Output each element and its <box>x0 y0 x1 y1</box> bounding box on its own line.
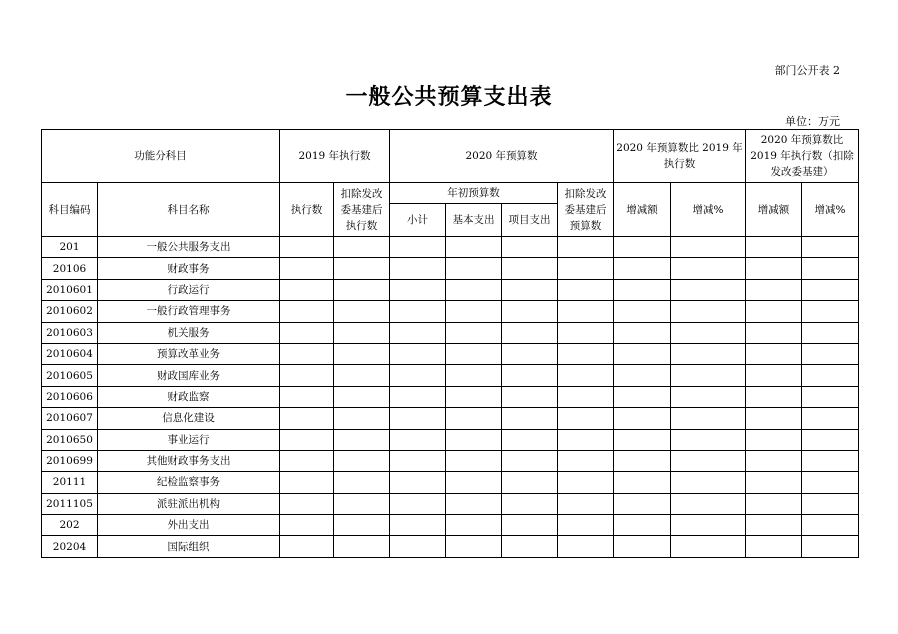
empty-cell <box>746 450 802 471</box>
empty-cell <box>446 237 502 258</box>
empty-cell <box>502 472 558 493</box>
empty-cell <box>334 408 390 429</box>
empty-cell <box>390 472 446 493</box>
empty-cell <box>614 258 671 279</box>
empty-cell <box>446 493 502 514</box>
row-name: 一般行政管理事务 <box>98 301 280 322</box>
empty-cell <box>502 322 558 343</box>
row-name: 信息化建设 <box>98 408 280 429</box>
empty-cell <box>280 515 334 536</box>
unit-label: 单位：万元 <box>785 115 840 128</box>
empty-cell <box>446 343 502 364</box>
header-inc-amt: 增减额 <box>614 183 671 237</box>
empty-cell <box>802 536 859 557</box>
empty-cell <box>446 322 502 343</box>
empty-cell <box>614 365 671 386</box>
empty-cell <box>390 365 446 386</box>
empty-cell <box>558 301 614 322</box>
header-inc-pct: 增减% <box>671 183 746 237</box>
empty-cell <box>334 429 390 450</box>
empty-cell <box>746 515 802 536</box>
empty-cell <box>280 493 334 514</box>
empty-cell <box>446 472 502 493</box>
empty-cell <box>558 536 614 557</box>
empty-cell <box>390 237 446 258</box>
empty-cell <box>614 237 671 258</box>
empty-cell <box>671 365 746 386</box>
empty-cell <box>390 429 446 450</box>
row-name: 国际组织 <box>98 536 280 557</box>
row-name: 机关服务 <box>98 322 280 343</box>
empty-cell <box>280 472 334 493</box>
empty-cell <box>502 386 558 407</box>
row-code: 2010601 <box>42 279 98 300</box>
empty-cell <box>802 301 859 322</box>
empty-cell <box>671 301 746 322</box>
row-code: 20106 <box>42 258 98 279</box>
empty-cell <box>446 429 502 450</box>
row-name: 行政运行 <box>98 279 280 300</box>
row-name: 财政国库业务 <box>98 365 280 386</box>
empty-cell <box>802 343 859 364</box>
table-row <box>42 386 859 407</box>
row-name: 纪检监察事务 <box>98 472 280 493</box>
empty-cell <box>390 515 446 536</box>
empty-cell <box>334 258 390 279</box>
row-code: 2010699 <box>42 450 98 471</box>
row-code: 201 <box>42 237 98 258</box>
empty-cell <box>502 343 558 364</box>
empty-cell <box>802 365 859 386</box>
empty-cell <box>746 279 802 300</box>
empty-cell <box>802 258 859 279</box>
header-cmp-vs-exec-text: 2020 年预算数比 2019 年执行数 <box>616 142 743 170</box>
empty-cell <box>671 536 746 557</box>
row-name: 财政监察 <box>98 386 280 407</box>
empty-cell <box>614 322 671 343</box>
empty-cell <box>671 472 746 493</box>
empty-cell <box>802 515 859 536</box>
table-row <box>42 472 859 493</box>
empty-cell <box>558 322 614 343</box>
empty-cell <box>614 386 671 407</box>
empty-cell <box>614 408 671 429</box>
header-inc-pct-2: 增减% <box>802 183 859 237</box>
empty-cell <box>390 450 446 471</box>
table-row <box>42 322 859 343</box>
row-code: 2010604 <box>42 343 98 364</box>
empty-cell <box>614 515 671 536</box>
table-row <box>42 429 859 450</box>
empty-cell <box>746 472 802 493</box>
empty-cell <box>390 343 446 364</box>
row-code: 2010605 <box>42 365 98 386</box>
table-row <box>42 515 859 536</box>
row-name: 派驻派出机构 <box>98 493 280 514</box>
empty-cell <box>502 515 558 536</box>
empty-cell <box>390 322 446 343</box>
row-code: 20111 <box>42 472 98 493</box>
page-title: 一般公共预算支出表 <box>345 84 553 110</box>
row-name: 预算改革业务 <box>98 343 280 364</box>
empty-cell <box>334 279 390 300</box>
empty-cell <box>334 322 390 343</box>
empty-cell <box>671 258 746 279</box>
header-func-class: 功能分科目 <box>42 130 280 183</box>
empty-cell <box>280 536 334 557</box>
empty-cell <box>746 536 802 557</box>
budget-table <box>41 129 859 558</box>
empty-cell <box>334 536 390 557</box>
empty-cell <box>334 301 390 322</box>
empty-cell <box>558 429 614 450</box>
empty-cell <box>671 515 746 536</box>
empty-cell <box>502 301 558 322</box>
table-row <box>42 237 859 258</box>
row-code: 2010602 <box>42 301 98 322</box>
empty-cell <box>671 343 746 364</box>
empty-cell <box>802 450 859 471</box>
header-project: 项目支出 <box>502 204 558 237</box>
empty-cell <box>280 386 334 407</box>
row-code: 2010603 <box>42 322 98 343</box>
empty-cell <box>671 429 746 450</box>
header-inc-amt-2: 增减额 <box>746 183 802 237</box>
empty-cell <box>446 536 502 557</box>
header-exec: 执行数 <box>280 183 334 237</box>
empty-cell <box>502 279 558 300</box>
row-name: 财政事务 <box>98 258 280 279</box>
empty-cell <box>558 408 614 429</box>
empty-cell <box>502 450 558 471</box>
row-code: 20204 <box>42 536 98 557</box>
empty-cell <box>614 343 671 364</box>
row-code: 202 <box>42 515 98 536</box>
empty-cell <box>280 237 334 258</box>
empty-cell <box>671 493 746 514</box>
header-cmp-vs-exec-adj-text: 2020 年预算数比 2019 年执行数（扣除发改委基建） <box>750 134 854 178</box>
empty-cell <box>390 408 446 429</box>
empty-cell <box>502 237 558 258</box>
empty-cell <box>334 343 390 364</box>
empty-cell <box>280 429 334 450</box>
empty-cell <box>446 450 502 471</box>
empty-cell <box>558 493 614 514</box>
empty-cell <box>280 408 334 429</box>
header-budget-excl <box>558 183 614 237</box>
table-row <box>42 279 859 300</box>
empty-cell <box>671 322 746 343</box>
empty-cell <box>390 493 446 514</box>
table-row <box>42 301 859 322</box>
row-name: 事业运行 <box>98 429 280 450</box>
empty-cell <box>746 301 802 322</box>
empty-cell <box>334 365 390 386</box>
empty-cell <box>446 258 502 279</box>
empty-cell <box>746 493 802 514</box>
empty-cell <box>802 322 859 343</box>
empty-cell <box>671 408 746 429</box>
empty-cell <box>446 301 502 322</box>
form-number: 部门公开表 2 <box>774 64 840 77</box>
empty-cell <box>802 429 859 450</box>
row-code: 2010607 <box>42 408 98 429</box>
empty-cell <box>446 365 502 386</box>
header-exec-2019: 2019 年执行数 <box>280 130 390 183</box>
table-row <box>42 408 859 429</box>
header-cmp-vs-exec-adj <box>746 130 859 183</box>
table-row <box>42 343 859 364</box>
empty-cell <box>558 279 614 300</box>
table-row <box>42 493 859 514</box>
empty-cell <box>280 279 334 300</box>
empty-cell <box>671 450 746 471</box>
row-name: 一般公共服务支出 <box>98 237 280 258</box>
empty-cell <box>334 450 390 471</box>
empty-cell <box>802 493 859 514</box>
empty-cell <box>334 515 390 536</box>
empty-cell <box>280 343 334 364</box>
empty-cell <box>614 472 671 493</box>
table-row <box>42 450 859 471</box>
header-exec-excl-text: 扣除发改委基建后执行数 <box>340 187 383 232</box>
empty-cell <box>280 258 334 279</box>
empty-cell <box>446 408 502 429</box>
empty-cell <box>390 258 446 279</box>
empty-cell <box>558 237 614 258</box>
empty-cell <box>558 515 614 536</box>
header-budget-2020: 2020 年预算数 <box>390 130 614 183</box>
empty-cell <box>802 408 859 429</box>
header-name: 科目名称 <box>98 183 280 237</box>
empty-cell <box>502 493 558 514</box>
empty-cell <box>446 279 502 300</box>
empty-cell <box>280 301 334 322</box>
empty-cell <box>502 258 558 279</box>
empty-cell <box>614 450 671 471</box>
empty-cell <box>334 386 390 407</box>
empty-cell <box>671 386 746 407</box>
empty-cell <box>614 536 671 557</box>
header-subtotal: 小计 <box>390 204 446 237</box>
empty-cell <box>502 365 558 386</box>
header-code: 科目编码 <box>42 183 98 237</box>
header-initial-budget: 年初预算数 <box>390 183 558 204</box>
empty-cell <box>746 258 802 279</box>
empty-cell <box>558 450 614 471</box>
empty-cell <box>558 472 614 493</box>
header-exec-excl <box>334 183 390 237</box>
empty-cell <box>334 237 390 258</box>
table-row <box>42 536 859 557</box>
empty-cell <box>746 429 802 450</box>
empty-cell <box>502 429 558 450</box>
empty-cell <box>446 386 502 407</box>
empty-cell <box>746 408 802 429</box>
table-row <box>42 365 859 386</box>
row-code: 2010606 <box>42 386 98 407</box>
empty-cell <box>802 237 859 258</box>
row-code: 2011105 <box>42 493 98 514</box>
empty-cell <box>334 472 390 493</box>
empty-cell <box>614 279 671 300</box>
empty-cell <box>390 536 446 557</box>
empty-cell <box>746 322 802 343</box>
header-basic: 基本支出 <box>446 204 502 237</box>
empty-cell <box>558 343 614 364</box>
empty-cell <box>280 365 334 386</box>
header-cmp-vs-exec <box>614 130 746 183</box>
empty-cell <box>746 237 802 258</box>
row-code: 2010650 <box>42 429 98 450</box>
empty-cell <box>390 301 446 322</box>
empty-cell <box>614 429 671 450</box>
empty-cell <box>746 365 802 386</box>
empty-cell <box>671 279 746 300</box>
empty-cell <box>802 279 859 300</box>
row-name: 外出支出 <box>98 515 280 536</box>
empty-cell <box>558 258 614 279</box>
empty-cell <box>746 343 802 364</box>
empty-cell <box>390 279 446 300</box>
empty-cell <box>746 386 802 407</box>
empty-cell <box>558 365 614 386</box>
empty-cell <box>502 536 558 557</box>
empty-cell <box>614 493 671 514</box>
empty-cell <box>802 472 859 493</box>
empty-cell <box>558 386 614 407</box>
empty-cell <box>334 493 390 514</box>
empty-cell <box>280 450 334 471</box>
empty-cell <box>446 515 502 536</box>
empty-cell <box>614 301 671 322</box>
row-name: 其他财政事务支出 <box>98 450 280 471</box>
empty-cell <box>802 386 859 407</box>
empty-cell <box>390 386 446 407</box>
header-budget-excl-text: 扣除发改委基建后预算数 <box>564 187 607 232</box>
empty-cell <box>671 237 746 258</box>
empty-cell <box>280 322 334 343</box>
table-row <box>42 258 859 279</box>
empty-cell <box>502 408 558 429</box>
